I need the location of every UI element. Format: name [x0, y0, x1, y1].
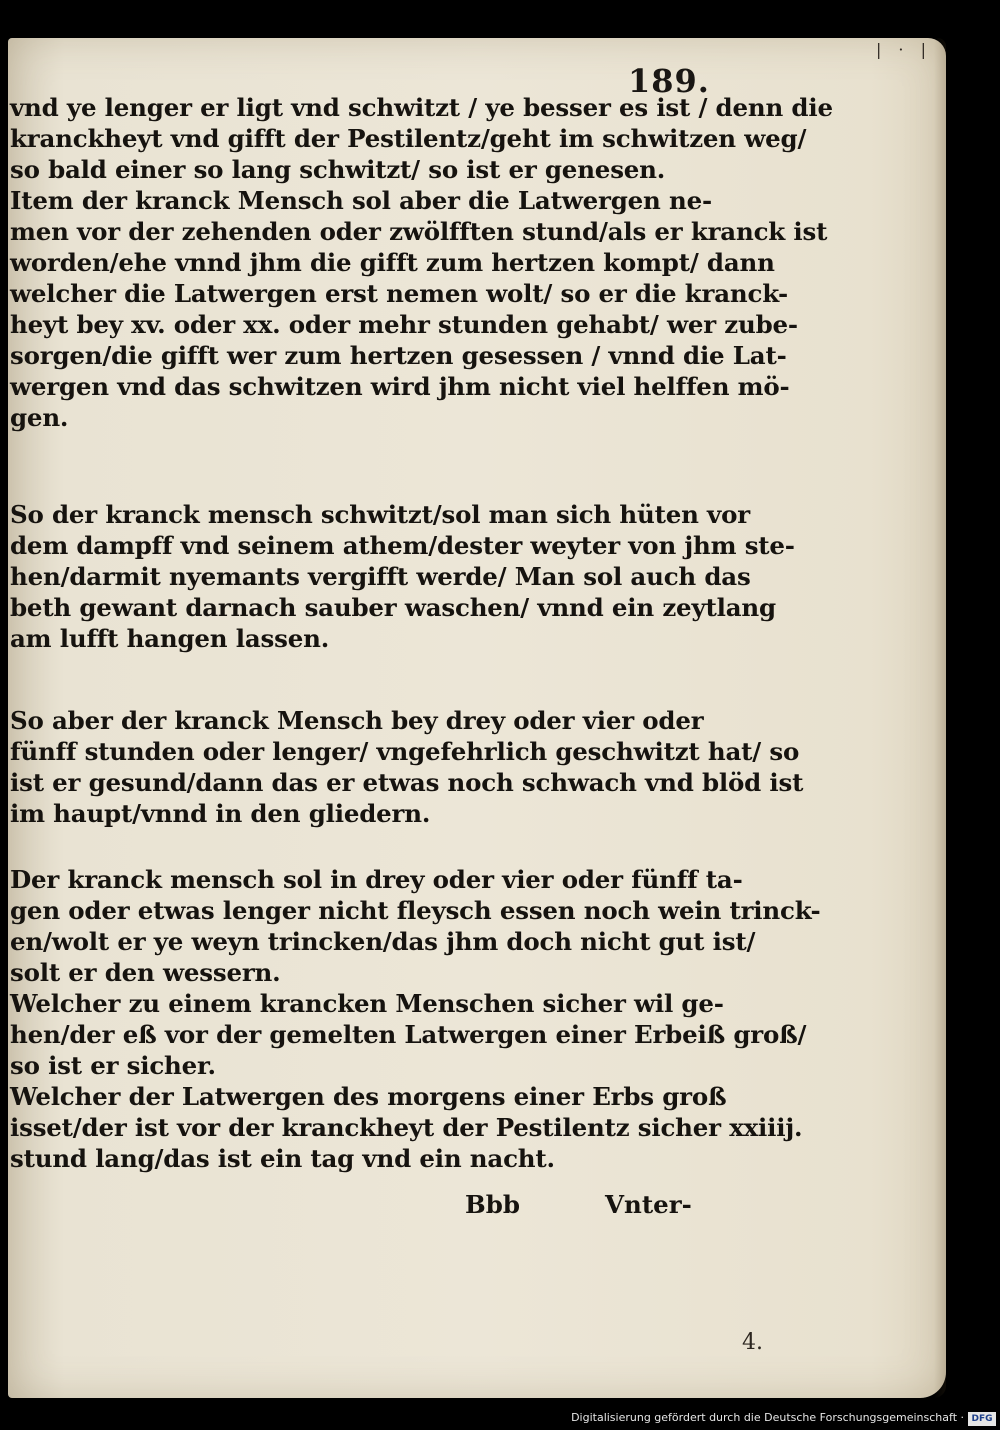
text-line: en/wolt er ye weyn trincken/das jhm doch nicht gut ist/ — [10, 927, 756, 956]
paragraph-gap — [10, 829, 710, 864]
text-line: welcher die Latwergen erst nemen wolt/ so er die kranck- — [10, 279, 788, 308]
text-line: am lufft hangen lassen. — [10, 624, 330, 653]
text-line: gen oder etwas lenger nicht fleysch essen noch wein trinck- — [10, 896, 821, 925]
page-edge-shading — [934, 38, 946, 1398]
text-line: dem dampff vnd seinem athem/dester weyter von jhm ste- — [10, 531, 795, 560]
bottom-margin-mark: 4. — [742, 1330, 763, 1355]
page-number: 189. — [628, 62, 710, 100]
text-line: ist er gesund/dann das er etwas noch schwach vnd blöd ist — [10, 768, 804, 797]
text-line: hen/der eß vor der gemelten Latwergen einer Erbeiß groß/ — [10, 1020, 807, 1049]
text-line: worden/ehe vnnd jhm die gifft zum hertzen kompt/ dann — [10, 248, 775, 277]
paragraph-4 — [10, 864, 821, 1174]
text-line: isset/der ist vor der kranckheyt der Pestilentz sicher xxiiij. — [10, 1113, 803, 1142]
paragraph-3 — [10, 705, 804, 829]
catchword: Vnter- — [605, 1190, 692, 1219]
digitization-credit: Digitalisierung gefördert durch die Deutsche Forschungsgemeinschaft · — [571, 1411, 964, 1424]
text-line: men vor der zehenden oder zwölfften stund/als er kranck ist — [10, 217, 828, 246]
text-line: vnd ye lenger er ligt vnd schwitzt / ye besser es ist / denn die — [10, 93, 833, 122]
paragraph-2 — [10, 499, 795, 654]
text-line: im haupt/vnnd in den gliedern. — [10, 799, 431, 828]
text-line: Der kranck mensch sol in drey oder vier oder fünff ta- — [10, 865, 743, 894]
text-line: Welcher der Latwergen des morgens einer Erbs groß — [10, 1082, 727, 1111]
text-line: Item der kranck Mensch sol aber die Latwergen ne- — [10, 186, 712, 215]
text-line: hen/darmit nyemants vergifft werde/ Man sol auch das — [10, 562, 751, 591]
paragraph-1 — [10, 92, 833, 433]
dfg-logo-icon[interactable]: DFG — [968, 1412, 996, 1426]
text-line: heyt bey xv. oder xx. oder mehr stunden gehabt/ wer zube- — [10, 310, 798, 339]
text-line: So der kranck mensch schwitzt/sol man sich hüten vor — [10, 500, 750, 529]
paragraph-gap — [10, 654, 710, 705]
body-text — [10, 92, 833, 1174]
text-line: solt er den wessern. — [10, 958, 281, 987]
text-line: kranckheyt vnd gifft der Pestilentz/geht im schwitzen weg/ — [10, 124, 807, 153]
text-line: stund lang/das ist ein tag vnd ein nacht. — [10, 1144, 555, 1173]
signature-mark: Bbb — [465, 1190, 520, 1219]
text-line: So aber der kranck Mensch bey drey oder vier oder — [10, 706, 704, 735]
text-line: beth gewant darnach sauber waschen/ vnnd ein zeytlang — [10, 593, 776, 622]
text-line: Welcher zu einem krancken Menschen sicher wil ge- — [10, 989, 724, 1018]
text-line: wergen vnd das schwitzen wird jhm nicht viel helffen mö- — [10, 372, 790, 401]
text-line: gen. — [10, 403, 69, 432]
paragraph-gap — [10, 433, 710, 499]
corner-mark: | · | — [875, 40, 932, 59]
text-line: so ist er sicher. — [10, 1051, 216, 1080]
text-line: sorgen/die gifft wer zum hertzen gesessen / vnnd die Lat- — [10, 341, 787, 370]
text-line: fünff stunden oder lenger/ vngefehrlich geschwitzt hat/ so — [10, 737, 800, 766]
text-line: so bald einer so lang schwitzt/ so ist er genesen. — [10, 155, 666, 184]
